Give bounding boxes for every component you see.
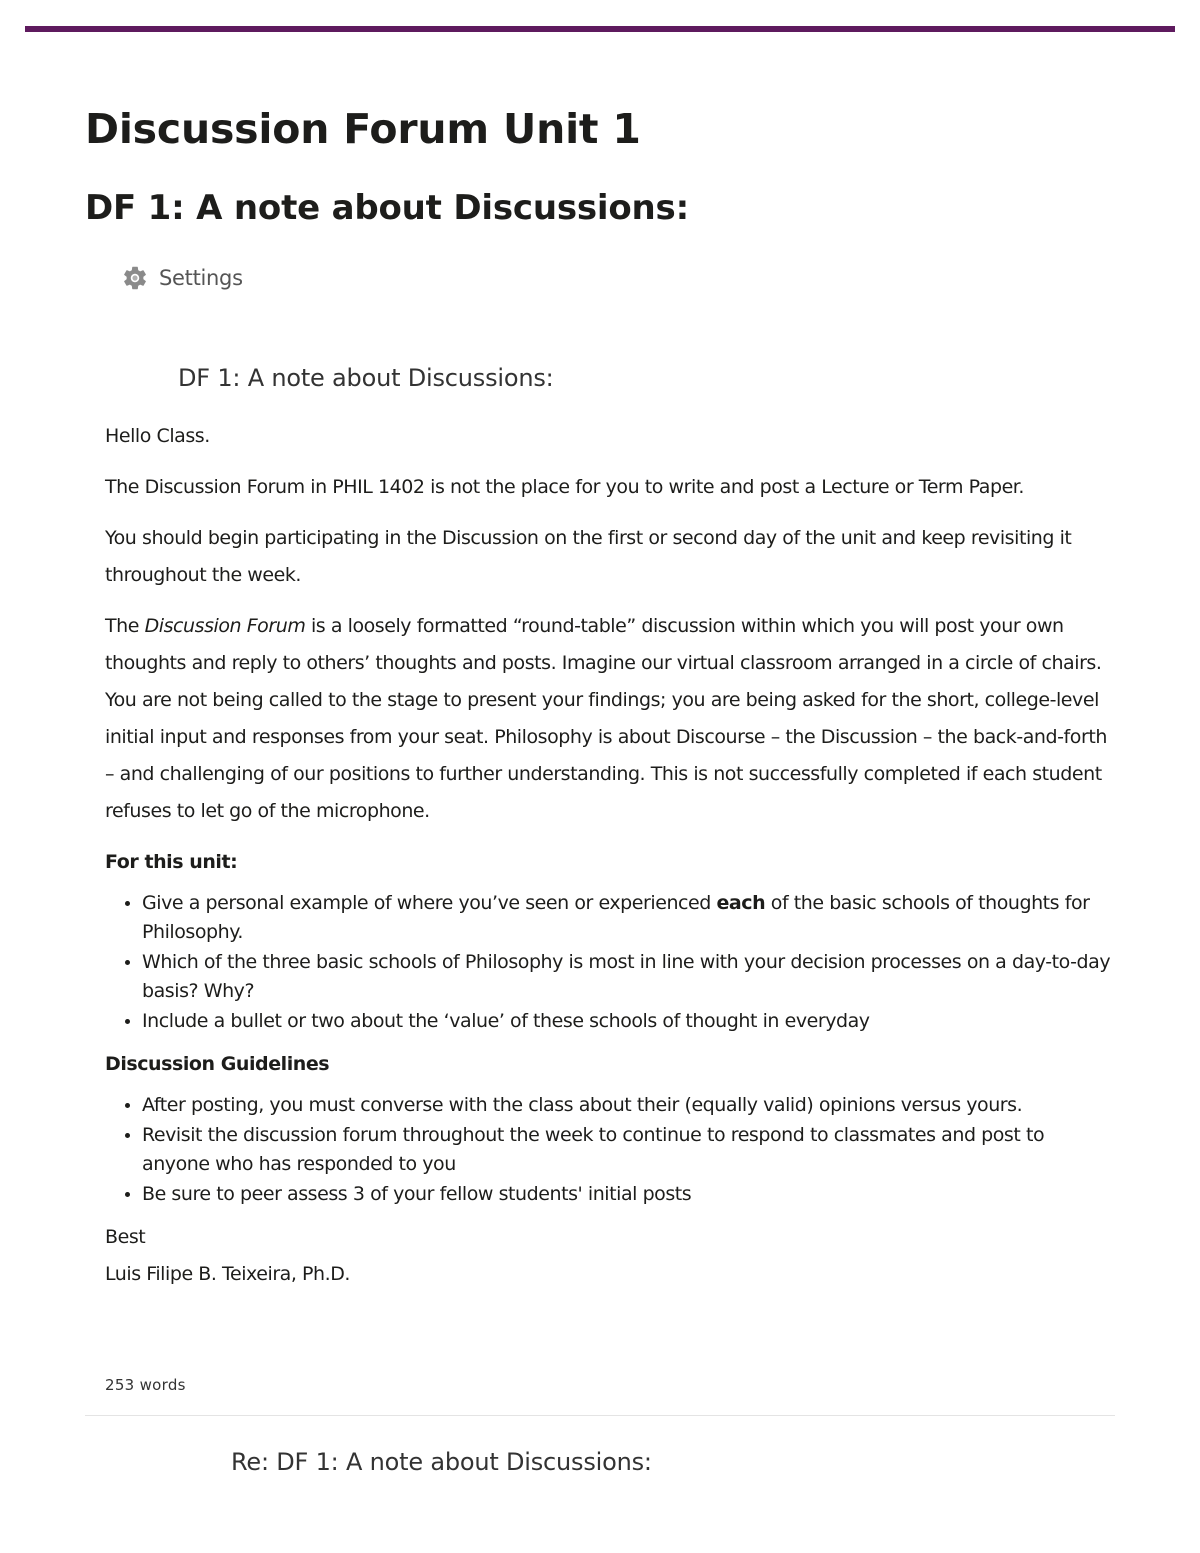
post-signature: Luis Filipe B. Teixeira, Ph.D.	[105, 1263, 351, 1285]
top-accent-bar	[25, 26, 1175, 32]
list-item: • Be sure to peer assess 3 of your fellow students' initial posts	[142, 1180, 1115, 1209]
post-body	[105, 418, 1115, 1293]
post-subject[interactable]: DF 1: A note about Discussions:	[178, 364, 554, 392]
list-item: • Include a bullet or two about the ‘value’ of these schools of thought in everyday	[142, 1007, 1115, 1036]
word-count: 253 words	[105, 1376, 186, 1394]
para3-rest: is a loosely formatted “round-table” discussion within which you will post your own thoughts and reply to others’ thoughts and posts. Imagine our virtual classroom arranged in a circle of chairs. You are not being called to the stage to present your findings; you are being asked for the short, college-level initial input and responses from your seat. Philosophy is about Discourse – the Discussion – the back-and-forth – and challenging of our positions to further understanding. This is not successfully completed if each student refuses to let go of the microphone.	[105, 615, 1107, 822]
para3-lead: The	[105, 615, 145, 637]
discussion-title: DF 1: A note about Discussions:	[85, 188, 689, 228]
post-paragraph-3	[105, 608, 1115, 830]
list-item-bold: each	[716, 892, 766, 914]
guidelines-heading: Discussion Guidelines	[105, 1053, 330, 1075]
reply-subject[interactable]: Re: DF 1: A note about Discussions:	[231, 1448, 652, 1476]
settings-label: Settings	[159, 266, 243, 290]
list-item-text: of the basic schools of thoughts for Philosophy.	[142, 892, 1090, 943]
list-item: • Revisit the discussion forum throughout the week to continue to respond to classmates and post to anyone who has responded to you	[142, 1121, 1115, 1179]
unit-heading: For this unit:	[105, 851, 238, 873]
post-greeting: Hello Class.	[105, 425, 210, 447]
post-closing: Best	[105, 1226, 146, 1248]
para3-emphasis: Discussion Forum	[144, 615, 306, 637]
divider	[85, 1415, 1115, 1416]
gear-icon	[121, 264, 149, 292]
list-item-text: Give a personal example of where you’ve seen or experienced	[142, 892, 717, 914]
page-title: Discussion Forum Unit 1	[85, 105, 641, 153]
list-item	[142, 889, 1115, 947]
settings-button[interactable]	[121, 263, 243, 293]
post-paragraph-2: You should begin participating in the Discussion on the first or second day of the unit and keep revisiting it throughout the week.	[105, 527, 1072, 586]
list-item: • After posting, you must converse with the class about their (equally valid) opinions versus yours.	[142, 1091, 1115, 1120]
unit-list	[105, 889, 1115, 1036]
list-item: • Which of the three basic schools of Philosophy is most in line with your decision processes on a day-to-day basis? Why?	[142, 948, 1115, 1006]
guidelines-list	[105, 1091, 1115, 1209]
post-paragraph-1: The Discussion Forum in PHIL 1402 is not the place for you to write and post a Lecture or Term Paper.	[105, 476, 1025, 498]
